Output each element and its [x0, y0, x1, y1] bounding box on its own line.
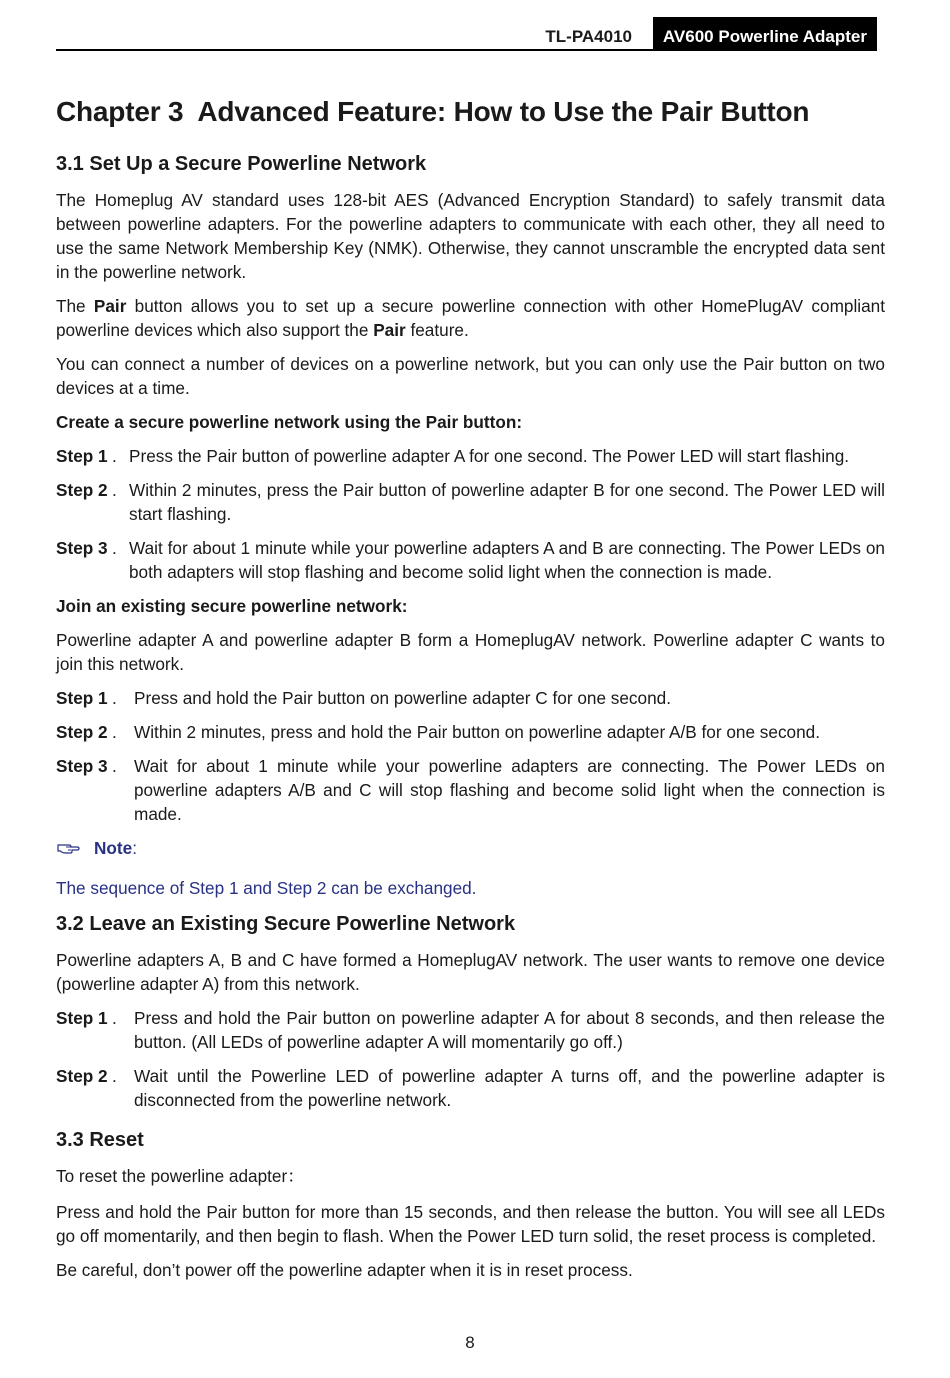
- step-item: Step 2 . Within 2 minutes, press the Pair button of powerline adapter B for one second. The Power LED will start flashing.: [56, 480, 885, 524]
- page-content: [56, 150, 885, 1292]
- step-item: Step 3 . Wait for about 1 minute while your powerline adapters A and B are connecting. The Power LEDs on both adapters will stop flashing and become solid light when the connection is made.: [56, 538, 885, 582]
- step-item: Step 2 . Wait until the Powerline LED of powerline adapter A turns off, and the powerline adapter is disconnected from the powerline network.: [56, 1066, 885, 1110]
- paragraph: Powerline adapters A, B and C have formed a HomeplugAV network. The user wants to remove one device (powerline adapter A) from this network.: [56, 950, 885, 994]
- paragraph: Be careful, don’t power off the powerline adapter when it is in reset process.: [56, 1260, 633, 1280]
- text-run: button allows you to set up a secure powerline connection with other HomePlugAV compliant powerline devices which also support the: [56, 296, 885, 340]
- step-text: Press the Pair button of powerline adapter A for one second. The Power LED will start flashing.: [129, 446, 850, 466]
- step-label: Step 1: [56, 688, 108, 708]
- subheading-join: Join an existing secure powerline network:: [56, 596, 408, 616]
- step-item: Step 2 . Within 2 minutes, press and hold the Pair button on powerline adapter A/B for one second.: [56, 720, 885, 744]
- paragraph: To reset the powerline adapter：: [56, 1166, 305, 1186]
- text-run: The: [56, 296, 94, 316]
- header-product: AV600 Powerline Adapter: [653, 17, 877, 49]
- step-label: Step 3: [56, 538, 108, 558]
- step-label: Step 2: [56, 1066, 108, 1086]
- section-heading-3-2: 3.2 Leave an Existing Secure Powerline Network: [56, 913, 516, 935]
- step-label: Step 2: [56, 722, 108, 742]
- step-text: Wait for about 1 minute while your powerline adapters are connecting. The Power LEDs on powerline adapters A/B and C will stop flashing and become solid light when the connection is made.: [134, 756, 885, 824]
- paragraph: Press and hold the Pair button for more than 15 seconds, and then release the button. You will see all LEDs go off momentarily, and then begin to flash. When the Power LED turn solid, the reset process is completed.: [56, 1202, 885, 1246]
- step-label: Step 1: [56, 1008, 108, 1028]
- section-heading-3-3: 3.3 Reset: [56, 1129, 144, 1151]
- page-header: [56, 17, 877, 51]
- step-text: Within 2 minutes, press the Pair button of powerline adapter B for one second. The Power LED will start flashing.: [129, 480, 885, 524]
- note-row: [56, 836, 885, 860]
- paragraph: [56, 294, 885, 342]
- paragraph: The Homeplug AV standard uses 128-bit AES (Advanced Encryption Standard) to safely transmit data between powerline adapters. For the powerline adapters to communicate with each other, they all need to use the same Network Membership Key (NMK). Otherwise, they cannot unscramble the encrypted data sent in the powerline network.: [56, 190, 885, 282]
- step-text: Press and hold the Pair button on powerline adapter C for one second.: [134, 688, 671, 708]
- section-heading-3-1: 3.1 Set Up a Secure Powerline Network: [56, 153, 427, 175]
- join-steps: [56, 686, 885, 826]
- header-model: TL-PA4010: [545, 27, 632, 46]
- leave-steps: [56, 1006, 885, 1112]
- text-run: feature.: [405, 320, 469, 340]
- step-item: Step 1 . Press and hold the Pair button on powerline adapter C for one second.: [56, 686, 885, 710]
- step-text: Wait for about 1 minute while your powerline adapters A and B are connecting. The Power LEDs on both adapters will stop flashing and become solid light when the connection is made.: [129, 538, 885, 582]
- note-colon: :: [132, 838, 137, 858]
- note-label: Note: [94, 838, 133, 858]
- step-text: Press and hold the Pair button on powerline adapter A for about 8 seconds, and then release the button. (All LEDs of powerline adapter A will momentarily go off.): [134, 1008, 885, 1052]
- chapter-title: [56, 96, 809, 128]
- step-text: Wait until the Powerline LED of powerline adapter A turns off, and the powerline adapter is disconnected from the powerline network.: [134, 1066, 885, 1110]
- paragraph: Powerline adapter A and powerline adapter B form a HomeplugAV network. Powerline adapter C wants to join this network.: [56, 630, 885, 674]
- step-item: Step 1 . Press the Pair button of powerline adapter A for one second. The Power LED will start flashing.: [56, 444, 885, 468]
- step-label: Step 3: [56, 756, 108, 776]
- create-steps: [56, 444, 885, 584]
- chapter-number: Chapter 3: [56, 96, 184, 127]
- step-label: Step 1: [56, 446, 108, 466]
- pair-bold: Pair: [93, 296, 127, 316]
- page-number: 8: [465, 1333, 475, 1352]
- step-label: Step 2: [56, 480, 108, 500]
- note-text: The sequence of Step 1 and Step 2 can be exchanged.: [56, 878, 477, 898]
- chapter-title-text: Advanced Feature: How to Use the Pair Button: [197, 96, 810, 127]
- subheading-create: Create a secure powerline network using the Pair button:: [56, 412, 523, 432]
- pair-bold: Pair: [373, 320, 406, 340]
- step-text: Within 2 minutes, press and hold the Pair button on powerline adapter A/B for one second.: [134, 722, 821, 742]
- paragraph: You can connect a number of devices on a powerline network, but you can only use the Pair button on two devices at a time.: [56, 354, 885, 398]
- pointing-hand-icon: [56, 839, 80, 857]
- step-item: Step 3 . Wait for about 1 minute while your powerline adapters are connecting. The Power LEDs on powerline adapters A/B and C will stop flashing and become solid light when the connection is made.: [56, 756, 885, 824]
- step-item: Step 1 . Press and hold the Pair button on powerline adapter A for about 8 seconds, and then release the button. (All LEDs of powerline adapter A will momentarily go off.): [56, 1008, 885, 1052]
